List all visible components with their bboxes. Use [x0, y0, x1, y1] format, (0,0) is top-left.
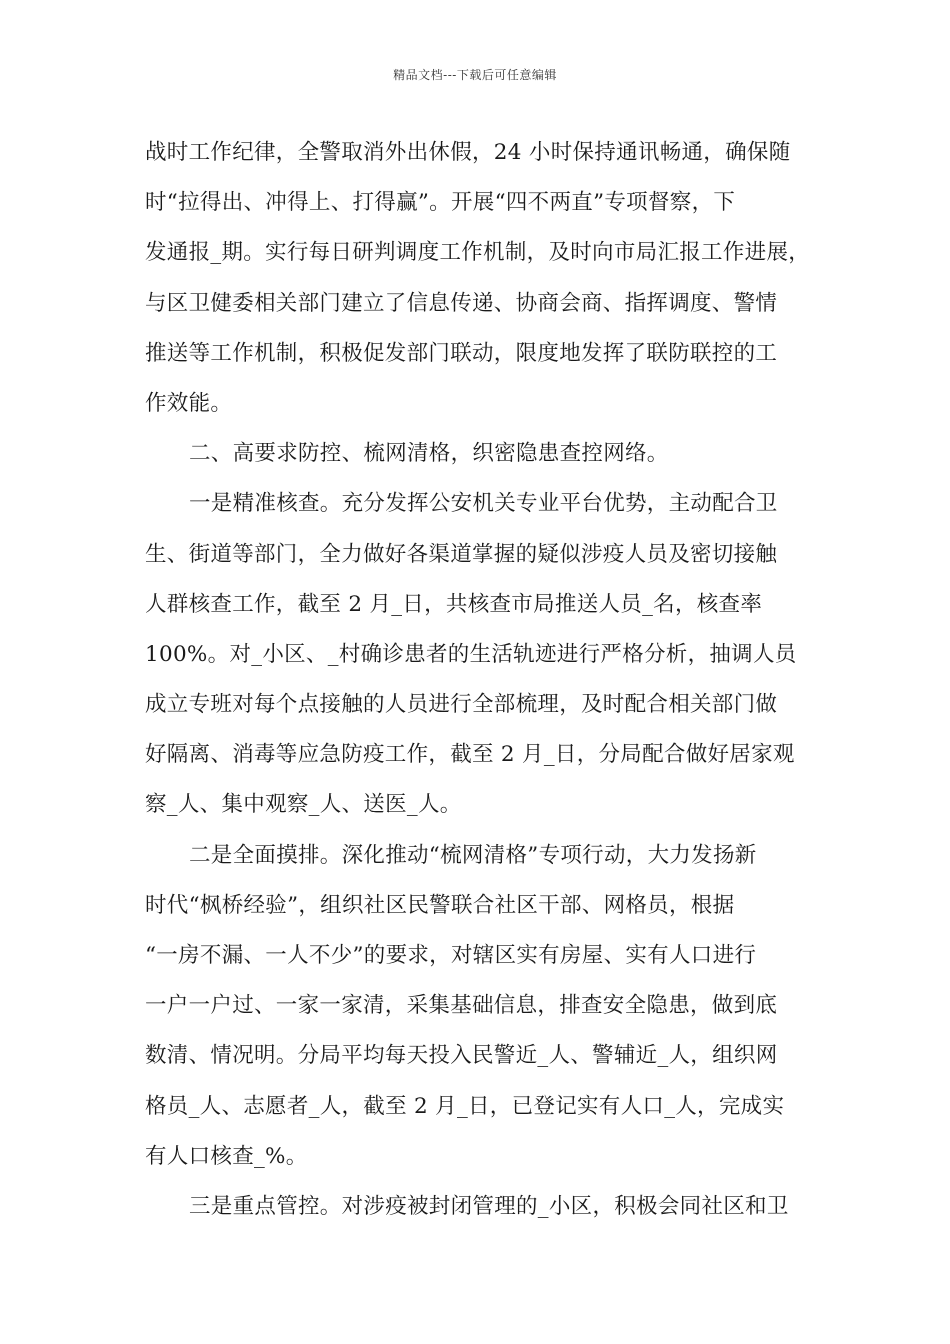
text-line: 成立专班对每个点接触的人员进行全部梳理，及时配合相关部门做: [145, 692, 778, 718]
text-line: 与区卫健委相关部门建立了信息传递、协商会商、指挥调度、警情: [145, 290, 778, 316]
text-line: 时代“枫桥经验”，组织社区民警联合社区干部、网格员，根据: [145, 892, 735, 918]
section-heading: [145, 429, 825, 479]
text-line: “一房不漏、一人不少”的要求，对辖区实有房屋、实有人口进行: [145, 943, 757, 968]
text-line: 察_人、集中观察_人、送医_人。: [145, 792, 462, 818]
text-line: 时“拉得出、冲得上、打得赢”。开展“四不两直”专项督察，下: [145, 190, 736, 216]
text-line: 一是精准核查。充分发挥公安机关专业平台优势，主动配合卫: [189, 491, 778, 517]
text-line: 一户一户过、一家一家清，采集基础信息，排查安全隐患，做到底: [145, 993, 778, 1019]
paragraph-full-survey: [145, 831, 825, 1182]
text-line: 发通报_期。实行每日研判调度工作机制，及时向市局汇报工作进展，: [145, 240, 811, 266]
text-line: 三是重点管控。对涉疫被封闭管理的_小区，积极会同社区和卫: [189, 1193, 789, 1219]
heading-line: 二、高要求防控、梳网清格，织密隐患查控网络。: [189, 441, 669, 467]
paragraph-key-control: [145, 1182, 825, 1232]
text-line: 100%。对_小区、_村确诊患者的生活轨迹进行严格分析，抽调人员: [145, 641, 797, 667]
text-line: 有人口核查_%。: [145, 1143, 308, 1169]
text-line: 数清、情况明。分局平均每天投入民警近_人、警辅近_人，组织网: [145, 1043, 778, 1069]
text-line: 好隔离、消毒等应急防疫工作，截至 2 月_日，分局配合做好居家观: [145, 742, 795, 768]
paragraph-precise-check: [145, 479, 825, 830]
page-header: 精品文档---下载后可任意编辑: [393, 68, 557, 82]
paragraph-continuation: [145, 128, 825, 429]
text-line: 生、街道等部门，全力做好各渠道掌握的疑似涉疫人员及密切接触: [145, 541, 778, 567]
document-body: [145, 128, 825, 1232]
text-line: 作效能。: [145, 390, 233, 416]
text-line: 战时工作纪律，全警取消外出休假，24 小时保持通讯畅通，确保随: [145, 140, 791, 165]
text-line: 二是全面摸排。深化推动“梳网清格”专项行动，大力发扬新: [189, 842, 757, 868]
text-line: 人群核查工作，截至 2 月_日，共核查市局推送人员_名，核查率: [145, 591, 763, 617]
text-line: 格员_人、志愿者_人，截至 2 月_日，已登记实有人口_人，完成实: [145, 1093, 785, 1119]
text-line: 推送等工作机制，积极促发部门联动，限度地发挥了联防联控的工: [145, 340, 778, 366]
